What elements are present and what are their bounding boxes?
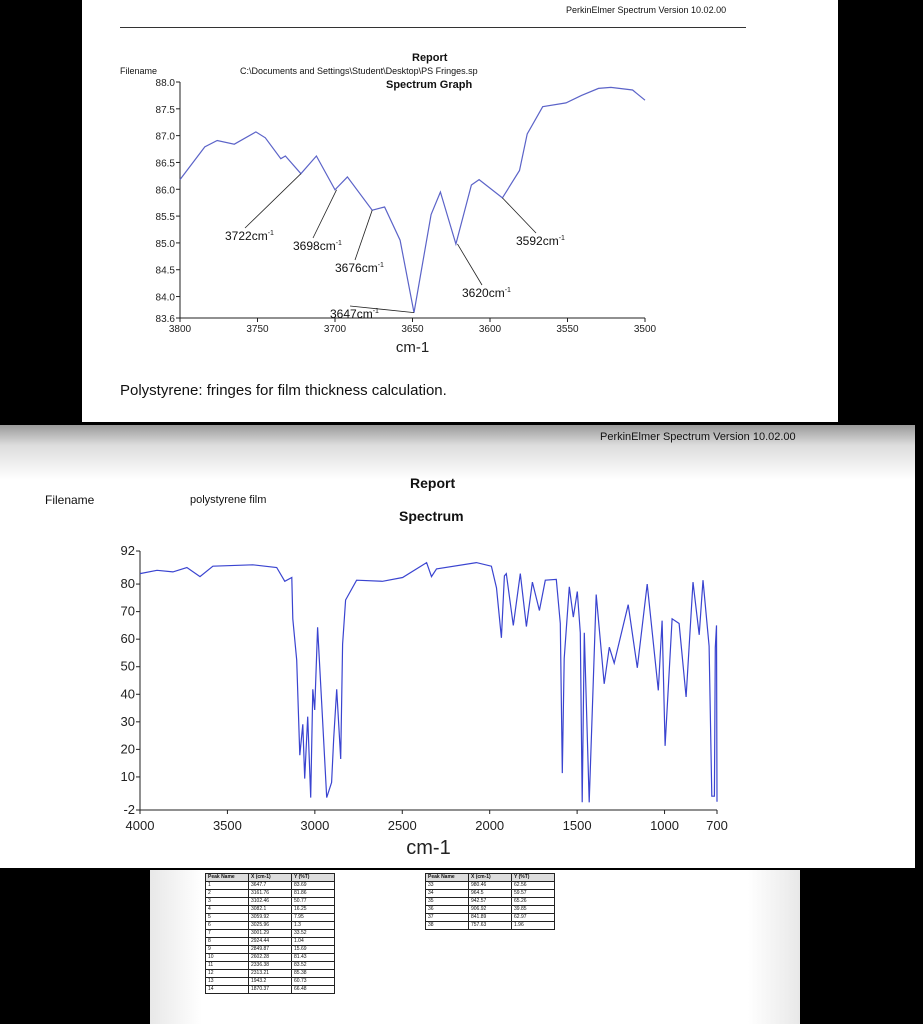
y-tick-label: 87.0 (155, 131, 175, 143)
x-tick-label: 2500 (387, 818, 417, 833)
x-tick-label: 3000 (300, 818, 330, 833)
table-row (206, 986, 335, 994)
table-cell: 3161.76 (249, 890, 292, 898)
table-cell: 1.04 (292, 938, 335, 946)
y-tick-label: 30 (120, 713, 135, 729)
table-cell: 39.85 (512, 906, 555, 914)
peak-annotation: $3698cm^{-1}$ (293, 239, 342, 253)
x-tick-label: 3750 (246, 324, 269, 335)
y-tick-label: 86.5 (155, 158, 175, 170)
x-tick-label: 3600 (478, 324, 502, 335)
table-cell: 980.46 (469, 882, 512, 890)
column-header: Peak Name (426, 874, 469, 882)
table-cell: 50.77 (292, 898, 335, 906)
table-cell: 12 (206, 970, 249, 978)
table-row (206, 954, 335, 962)
table-row (206, 898, 335, 906)
table-cell: 7.95 (292, 914, 335, 922)
table-cell: 83.69 (292, 882, 335, 890)
y-tick-label: 88.0 (155, 78, 175, 89)
table-cell: 5 (206, 914, 249, 922)
table-cell: 65.26 (512, 898, 555, 906)
table-header-row (426, 874, 555, 882)
annotation-leader (502, 198, 536, 233)
table-cell: 15.69 (292, 946, 335, 954)
x-tick-label: 2000 (475, 818, 505, 833)
y-tick-label: 60 (120, 631, 135, 647)
y-tick-label: 85.5 (155, 212, 175, 224)
table-cell: 4 (206, 906, 249, 914)
x-tick-label: 3550 (556, 324, 579, 335)
x-axis-label: cm-1 (406, 837, 451, 859)
table-cell: 33.52 (292, 930, 335, 938)
x-axis-label: cm-1 (395, 339, 430, 356)
column-header: Y (%T) (512, 874, 555, 882)
annotation-leader (313, 190, 337, 238)
annotation-leader (245, 174, 301, 228)
table-header-row (206, 874, 335, 882)
table-row (426, 922, 555, 930)
y-tick-label: 86.0 (155, 185, 175, 197)
y-tick-label: -2 (123, 802, 135, 817)
y-tick-label: 40 (120, 686, 135, 702)
x-tick-label: 3700 (323, 324, 347, 335)
table-cell: 37 (426, 914, 469, 922)
table-cell: 1.3 (292, 922, 335, 930)
filename-value: C:\Documents and Settings\Student\Desktop\PS Fringes.sp (240, 66, 478, 76)
table-cell: 81.86 (292, 890, 335, 898)
y-tick-label: 85.0 (155, 238, 175, 250)
table-row (206, 914, 335, 922)
table-row (426, 882, 555, 890)
table-row (426, 898, 555, 906)
column-header: X (cm-1) (249, 874, 292, 882)
y-tick-label: 84.5 (155, 265, 175, 277)
table-cell: 757.63 (469, 922, 512, 930)
table-cell: 66.48 (292, 986, 335, 994)
table-cell: 2602.28 (249, 954, 292, 962)
table-cell: 9 (206, 946, 249, 954)
y-tick-label: 20 (120, 741, 135, 757)
table-cell: 33 (426, 882, 469, 890)
software-version: PerkinElmer Spectrum Version 10.02.00 (600, 431, 796, 443)
table-cell: 2 (206, 890, 249, 898)
peak-annotation: $3676cm^{-1}$ (335, 261, 384, 275)
table-cell: 62.56 (512, 882, 555, 890)
peak-annotation: $3620cm^{-1}$ (462, 286, 511, 300)
table-row (206, 938, 335, 946)
table-cell: 8 (206, 938, 249, 946)
table-row (206, 978, 335, 986)
peak-table-right (425, 873, 555, 930)
filename-label: Filename (120, 66, 158, 76)
table-cell: 1.96 (512, 922, 555, 930)
y-tick-label: 10 (120, 768, 135, 784)
table-row (206, 906, 335, 914)
table-row (206, 890, 335, 898)
graph-title: Spectrum (399, 508, 464, 524)
filename-value: polystyrene film (190, 494, 267, 506)
table-cell: 2336.38 (249, 962, 292, 970)
y-tick-label: 70 (120, 603, 135, 619)
table-cell: 85.38 (292, 970, 335, 978)
table-cell: 3102.46 (249, 898, 292, 906)
table-cell: 7 (206, 930, 249, 938)
table-cell: 1 (206, 882, 249, 890)
table-cell: 62.97 (512, 914, 555, 922)
table-cell: 16.25 (292, 906, 335, 914)
report-title: Report (410, 475, 456, 491)
table-cell: 2313.21 (249, 970, 292, 978)
table-cell: 3082.1 (249, 906, 292, 914)
y-tick-label: 80 (120, 576, 135, 592)
table-row (206, 882, 335, 890)
peak-annotation: $3647cm^{-1}$ (330, 307, 379, 321)
x-tick-label: 3650 (401, 324, 424, 335)
x-tick-label: 700 (706, 818, 728, 833)
column-header: X (cm-1) (469, 874, 512, 882)
table-cell: 3 (206, 898, 249, 906)
x-tick-label: 4000 (125, 818, 155, 833)
table-cell: 1870.37 (249, 986, 292, 994)
table-cell: 59.57 (512, 890, 555, 898)
peak-annotation: $3592cm^{-1}$ (516, 234, 565, 248)
x-tick-label: 3500 (212, 818, 242, 833)
column-header: Y (%T) (292, 874, 335, 882)
x-tick-label: 3500 (633, 324, 657, 335)
annotation-leader (457, 244, 482, 285)
column-header: Peak Name (206, 874, 249, 882)
table-cell: 2924.44 (249, 938, 292, 946)
graph-title: Spectrum Graph (386, 79, 473, 91)
peak-table-left (205, 873, 335, 994)
table-row (426, 906, 555, 914)
spectrum-line (180, 87, 645, 312)
table-cell: 81.43 (292, 954, 335, 962)
table-row (426, 914, 555, 922)
table-cell: 6 (206, 922, 249, 930)
report-title: Report (412, 52, 448, 64)
table-cell: 3001.29 (249, 930, 292, 938)
y-tick-label: 50 (120, 658, 135, 674)
y-tick-label: 87.5 (155, 104, 175, 116)
annotation-leader (355, 210, 372, 260)
table-row (206, 970, 335, 978)
x-tick-label: 3800 (168, 324, 192, 335)
x-tick-label: 1500 (562, 818, 592, 833)
table-row (206, 930, 335, 938)
spectrum-line (140, 563, 717, 803)
y-tick-label: 92 (120, 543, 135, 558)
table-cell: 13 (206, 978, 249, 986)
table-cell: 3647.7 (249, 882, 292, 890)
table-cell: 38 (426, 922, 469, 930)
table-cell: 10 (206, 954, 249, 962)
table-cell: 942.57 (469, 898, 512, 906)
table-cell: 2849.87 (249, 946, 292, 954)
y-tick-label: 84.0 (155, 292, 175, 304)
table-cell: 3059.92 (249, 914, 292, 922)
table-cell: 1943.2 (249, 978, 292, 986)
table-cell: 60.73 (292, 978, 335, 986)
table-cell: 83.52 (292, 962, 335, 970)
table-row (206, 962, 335, 970)
table-cell: 841.89 (469, 914, 512, 922)
caption: Polystyrene: fringes for film thickness calculation. (120, 382, 447, 399)
filename-label: Filename (45, 493, 95, 507)
table-row (206, 922, 335, 930)
table-cell: 35 (426, 898, 469, 906)
peak-annotation: $3722cm^{-1}$ (225, 229, 274, 243)
table-cell: 906.92 (469, 906, 512, 914)
table-row (426, 890, 555, 898)
table-cell: 11 (206, 962, 249, 970)
table-cell: 964.5 (469, 890, 512, 898)
table-cell: 36 (426, 906, 469, 914)
x-tick-label: 1000 (650, 818, 680, 833)
table-cell: 34 (426, 890, 469, 898)
y-tick-label: 83.6 (155, 314, 175, 325)
table-cell: 3025.96 (249, 922, 292, 930)
software-version: PerkinElmer Spectrum Version 10.02.00 (566, 5, 727, 15)
table-cell: 14 (206, 986, 249, 994)
table-row (206, 946, 335, 954)
